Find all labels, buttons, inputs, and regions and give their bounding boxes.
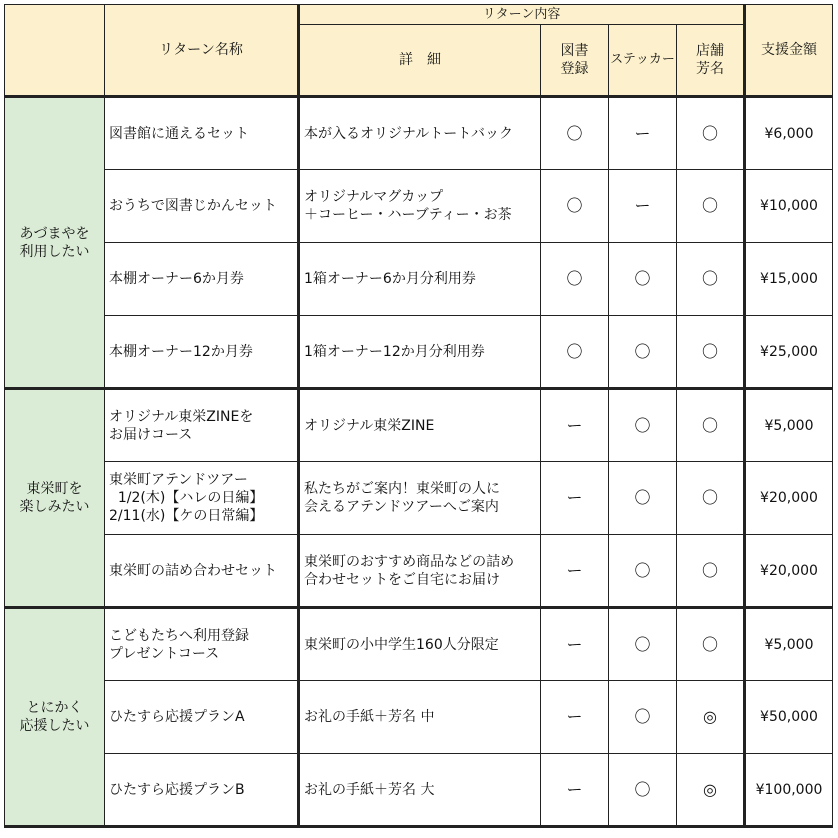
store-name-mark: 〇 [677,389,745,462]
support-amount: ¥20,000 [745,462,833,535]
return-name: こどもたちへ利用登録 プレゼントコース [105,608,299,681]
return-name: 東栄町の詰め合わせセット [105,535,299,608]
library-reg-mark: ー [541,535,609,608]
support-amount: ¥5,000 [745,389,833,462]
support-amount: ¥25,000 [745,316,833,389]
return-detail: 東栄町の小中学生160人分限定 [299,608,541,681]
table-row [5,170,833,243]
library-reg-mark: ー [541,681,609,754]
library-reg-mark: 〇 [541,243,609,316]
store-name-mark: 〇 [677,243,745,316]
store-name-mark: 〇 [677,316,745,389]
return-name: 東栄町アテンドツアー 1/2(木)【ハレの日編】 2/11(水)【ケの日常編】 [105,462,299,535]
header-return-content: リターン内容 [299,5,745,25]
return-detail: 本が入るオリジナルトートバック [299,97,541,170]
table-row [5,535,833,608]
sticker-mark: 〇 [609,462,677,535]
return-name: オリジナル東栄ZINEを お届けコース [105,389,299,462]
return-name: 本棚オーナー12か月券 [105,316,299,389]
return-detail: オリジナルマグカップ ＋コーヒー・ハーブティー・お茶 [299,170,541,243]
table-row [5,316,833,389]
store-name-mark: 〇 [677,170,745,243]
sticker-mark: 〇 [609,389,677,462]
sticker-mark: 〇 [609,316,677,389]
store-name-mark: 〇 [677,535,745,608]
return-detail: お礼の手紙＋芳名 大 [299,754,541,827]
header-detail: 詳 細 [299,25,541,97]
return-name: おうちで図書じかんセット [105,170,299,243]
library-reg-mark: ー [541,608,609,681]
table-row [5,389,833,462]
header-library-reg: 図書 登録 [541,25,609,97]
header-blank [5,5,105,97]
group-label: とにかく 応援したい [5,608,105,827]
library-reg-mark: ー [541,462,609,535]
sticker-mark: 〇 [609,681,677,754]
store-name-mark: ◎ [677,754,745,827]
header-return-name: リターン名称 [105,5,299,97]
support-amount: ¥15,000 [745,243,833,316]
support-amount: ¥6,000 [745,97,833,170]
store-name-mark: 〇 [677,97,745,170]
returns-table [4,4,833,828]
header-store-name: 店舗 芳名 [677,25,745,97]
table-row [5,681,833,754]
sticker-mark: 〇 [609,608,677,681]
table-row [5,97,833,170]
support-amount: ¥10,000 [745,170,833,243]
return-name: ひたすら応援プランB [105,754,299,827]
support-amount: ¥20,000 [745,535,833,608]
store-name-mark: 〇 [677,462,745,535]
store-name-mark: ◎ [677,681,745,754]
library-reg-mark: 〇 [541,97,609,170]
returns-table-wrapper [4,4,833,828]
return-detail: お礼の手紙＋芳名 中 [299,681,541,754]
return-detail: オリジナル東栄ZINE [299,389,541,462]
table-row [5,462,833,535]
store-name-mark: 〇 [677,608,745,681]
sticker-mark: ー [609,97,677,170]
sticker-mark: 〇 [609,243,677,316]
table-row [5,754,833,827]
return-name: 本棚オーナー6か月券 [105,243,299,316]
return-detail: 1箱オーナー6か月分利用券 [299,243,541,316]
sticker-mark: ー [609,170,677,243]
header-sticker: ステッカー [609,25,677,97]
sticker-mark: 〇 [609,754,677,827]
sticker-mark: 〇 [609,535,677,608]
support-amount: ¥100,000 [745,754,833,827]
library-reg-mark: ー [541,754,609,827]
library-reg-mark: ー [541,389,609,462]
return-detail: 1箱オーナー12か月分利用券 [299,316,541,389]
table-row [5,608,833,681]
header-amount: 支援金額 [745,5,833,97]
group-label: 東栄町を 楽しみたい [5,389,105,608]
return-name: 図書館に通えるセット [105,97,299,170]
return-detail: 私たちがご案内！東栄町の人に 会えるアテンドツアーへご案内 [299,462,541,535]
support-amount: ¥50,000 [745,681,833,754]
library-reg-mark: 〇 [541,170,609,243]
return-name: ひたすら応援プランA [105,681,299,754]
library-reg-mark: 〇 [541,316,609,389]
return-detail: 東栄町のおすすめ商品などの詰め 合わせセットをご自宅にお届け [299,535,541,608]
group-label: あづまやを 利用したい [5,97,105,389]
table-row [5,243,833,316]
support-amount: ¥5,000 [745,608,833,681]
